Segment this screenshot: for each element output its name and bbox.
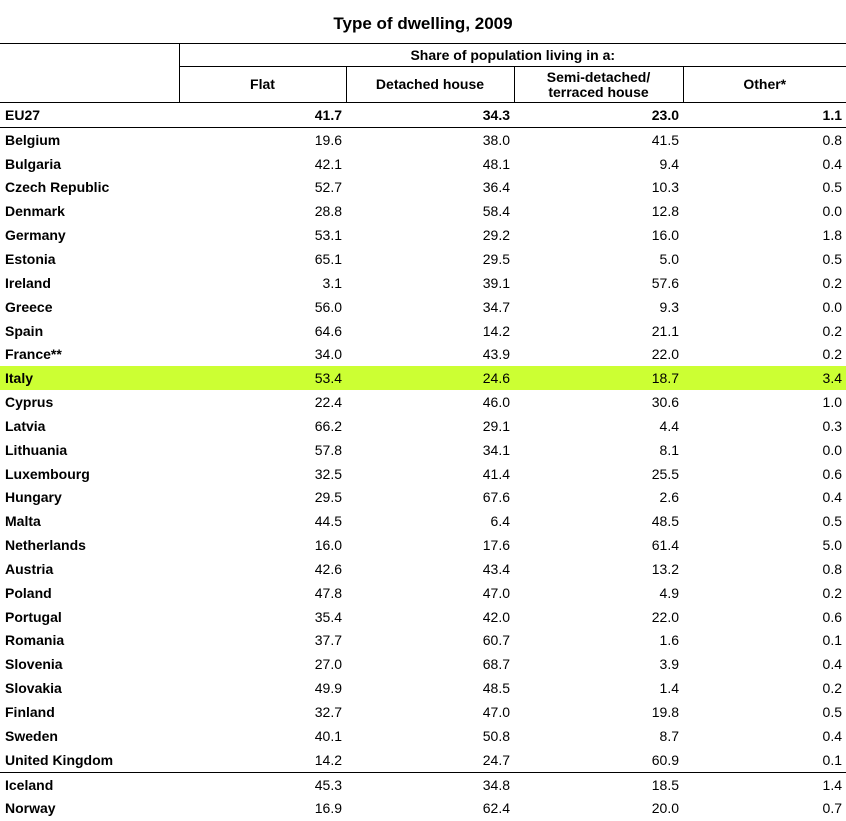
flat-value: 22.4 — [314, 394, 342, 411]
country-cell: Czech Republic — [5, 179, 110, 196]
flat-value: 32.7 — [314, 704, 342, 721]
flat-value: 53.4 — [179, 366, 346, 390]
detached-value: 47.0 — [482, 584, 510, 601]
semi-detached-value: 25.5 — [651, 465, 679, 482]
detached-value: 43.4 — [482, 560, 510, 577]
detached-value: 68.7 — [482, 656, 510, 673]
column-header-other: Other* — [683, 67, 846, 103]
other-value: 3.4 — [683, 366, 846, 390]
table-row — [0, 509, 846, 533]
other-value: 0.5 — [822, 513, 842, 530]
flat-value: 41.7 — [179, 103, 346, 128]
country-cell: Latvia — [5, 417, 46, 434]
detached-value: 42.0 — [482, 608, 510, 625]
flat-value: 35.4 — [314, 608, 342, 625]
table-row — [0, 605, 846, 629]
semi-detached-value: 57.6 — [651, 274, 679, 291]
country-cell: Hungary — [5, 489, 62, 506]
semi-detached-value: 18.7 — [514, 366, 683, 390]
flat-value: 53.1 — [314, 227, 342, 244]
country-cell: Bulgaria — [5, 155, 62, 172]
country-cell: Netherlands — [5, 537, 86, 554]
semi-detached-value: 20.0 — [651, 800, 679, 817]
semi-detached-value: 1.4 — [659, 680, 679, 697]
flat-value: 32.5 — [314, 465, 342, 482]
table-row — [0, 223, 846, 247]
table-row — [0, 366, 846, 390]
table-row — [0, 295, 846, 319]
flat-value: 37.7 — [314, 632, 342, 649]
semi-detached-value: 21.1 — [651, 322, 679, 339]
flat-value: 19.6 — [314, 131, 342, 148]
country-cell: Austria — [5, 560, 54, 577]
other-value: 0.8 — [822, 131, 842, 148]
semi-detached-value: 30.6 — [651, 394, 679, 411]
other-value: 0.4 — [822, 727, 842, 744]
semi-detached-value: 8.1 — [659, 441, 679, 458]
detached-value: 62.4 — [482, 800, 510, 817]
table-row — [0, 748, 846, 772]
table-row — [0, 127, 846, 151]
other-value: 1.0 — [822, 394, 842, 411]
detached-value: 67.6 — [482, 489, 510, 506]
country-cell: Germany — [5, 227, 66, 244]
header-country-cell — [0, 67, 179, 103]
detached-value: 39.1 — [482, 274, 510, 291]
table-row — [0, 152, 846, 176]
country-cell: Poland — [5, 584, 52, 601]
table-row — [0, 486, 846, 510]
country-cell: Lithuania — [5, 441, 68, 458]
semi-detached-value: 48.5 — [651, 513, 679, 530]
semi-detached-value: 5.0 — [659, 250, 679, 267]
country-cell: Iceland — [0, 772, 179, 796]
flat-value: 42.6 — [314, 560, 342, 577]
table-row — [0, 319, 846, 343]
semi-detached-value: 1.6 — [659, 632, 679, 649]
semi-detached-value: 19.8 — [651, 704, 679, 721]
semi-detached-value: 18.5 — [514, 772, 683, 796]
header-blank-cell — [0, 44, 179, 67]
country-cell: France** — [5, 346, 62, 363]
semi-detached-value: 13.2 — [651, 560, 679, 577]
flat-value: 40.1 — [314, 727, 342, 744]
other-value: 0.2 — [822, 274, 842, 291]
other-value: 0.6 — [822, 465, 842, 482]
table-row — [0, 700, 846, 724]
detached-value: 14.2 — [482, 322, 510, 339]
country-cell: United Kingdom — [5, 751, 114, 768]
semi-detached-value: 8.7 — [659, 727, 679, 744]
other-value: 0.7 — [822, 800, 842, 817]
table-row — [0, 724, 846, 748]
column-header-semi-detached — [514, 67, 683, 103]
flat-value: 27.0 — [314, 656, 342, 673]
header-span-label: Share of population living in a: — [179, 44, 846, 67]
flat-value: 47.8 — [314, 584, 342, 601]
semi-detached-value: 2.6 — [659, 489, 679, 506]
flat-value: 44.5 — [314, 513, 342, 530]
flat-value: 64.6 — [314, 322, 342, 339]
country-cell: Sweden — [5, 727, 58, 744]
other-value: 0.6 — [822, 608, 842, 625]
other-value: 0.5 — [822, 179, 842, 196]
country-cell: Italy — [0, 366, 179, 390]
country-cell: Portugal — [5, 608, 62, 625]
flat-value: 28.8 — [314, 203, 342, 220]
country-cell: Denmark — [5, 203, 65, 220]
flat-value: 42.1 — [314, 155, 342, 172]
country-cell: Spain — [5, 322, 44, 339]
column-header-semi-line1: Semi-detached/ — [546, 68, 651, 85]
detached-value: 6.4 — [490, 513, 510, 530]
semi-detached-value: 22.0 — [651, 346, 679, 363]
other-value: 0.3 — [822, 417, 842, 434]
country-cell: Norway — [5, 800, 56, 817]
table-row — [0, 652, 846, 676]
other-value: 0.4 — [822, 489, 842, 506]
table-row — [0, 629, 846, 653]
detached-value: 43.9 — [482, 346, 510, 363]
detached-value: 29.2 — [482, 227, 510, 244]
other-value: 0.1 — [822, 632, 842, 649]
other-value: 0.0 — [822, 203, 842, 220]
other-value: 0.2 — [822, 322, 842, 339]
other-value: 1.8 — [822, 227, 842, 244]
detached-value: 46.0 — [482, 394, 510, 411]
country-cell: Malta — [5, 513, 41, 530]
detached-value: 60.7 — [482, 632, 510, 649]
detached-value: 34.7 — [482, 298, 510, 315]
other-value: 1.1 — [683, 103, 846, 128]
semi-detached-value: 16.0 — [651, 227, 679, 244]
country-cell: Estonia — [5, 250, 56, 267]
flat-value: 16.9 — [314, 800, 342, 817]
other-value: 0.2 — [822, 680, 842, 697]
detached-value: 48.1 — [482, 155, 510, 172]
table-row — [0, 557, 846, 581]
detached-value: 41.4 — [482, 465, 510, 482]
country-cell: Slovenia — [5, 656, 63, 673]
country-cell: Ireland — [5, 274, 51, 291]
other-value: 0.4 — [822, 155, 842, 172]
semi-detached-value: 4.4 — [659, 417, 679, 434]
detached-value: 29.1 — [482, 417, 510, 434]
flat-value: 14.2 — [314, 751, 342, 768]
semi-detached-value: 23.0 — [514, 103, 683, 128]
column-header-semi-line2: terraced house — [548, 83, 649, 100]
other-value: 0.8 — [822, 560, 842, 577]
table-row — [0, 533, 846, 557]
other-value: 0.2 — [822, 584, 842, 601]
flat-value: 34.0 — [314, 346, 342, 363]
other-value: 0.4 — [822, 656, 842, 673]
country-cell: Slovakia — [5, 680, 62, 697]
semi-detached-value: 9.3 — [659, 298, 679, 315]
other-value: 0.2 — [822, 346, 842, 363]
table-row — [0, 581, 846, 605]
country-cell: Romania — [5, 632, 65, 649]
column-header-flat: Flat — [179, 67, 346, 103]
header-columns-row — [0, 67, 846, 103]
table-row — [0, 103, 846, 128]
other-value: 5.0 — [822, 537, 842, 554]
header-span-row — [0, 44, 846, 67]
semi-detached-value: 9.4 — [659, 155, 679, 172]
table-row — [0, 176, 846, 200]
detached-value: 48.5 — [482, 680, 510, 697]
other-value: 1.4 — [683, 772, 846, 796]
table-row — [0, 414, 846, 438]
table-row — [0, 438, 846, 462]
detached-value: 38.0 — [482, 131, 510, 148]
detached-value: 24.6 — [346, 366, 514, 390]
detached-value: 17.6 — [482, 537, 510, 554]
detached-value: 47.0 — [482, 704, 510, 721]
semi-detached-value: 60.9 — [651, 751, 679, 768]
detached-value: 50.8 — [482, 727, 510, 744]
country-cell: Finland — [5, 704, 55, 721]
table-row — [0, 772, 846, 796]
table-row — [0, 796, 846, 820]
semi-detached-value: 12.8 — [651, 203, 679, 220]
table-row — [0, 676, 846, 700]
other-value: 0.1 — [822, 751, 842, 768]
table-row — [0, 342, 846, 366]
flat-value: 16.0 — [314, 537, 342, 554]
other-value: 0.5 — [822, 704, 842, 721]
country-cell: Cyprus — [5, 394, 54, 411]
semi-detached-value: 22.0 — [651, 608, 679, 625]
table-row — [0, 462, 846, 486]
flat-value: 56.0 — [314, 298, 342, 315]
semi-detached-value: 4.9 — [659, 584, 679, 601]
country-cell: Greece — [5, 298, 53, 315]
table-row — [0, 247, 846, 271]
detached-value: 58.4 — [482, 203, 510, 220]
table-row — [0, 390, 846, 414]
country-cell: EU27 — [0, 103, 179, 128]
table-title: Type of dwelling, 2009 — [333, 14, 513, 33]
other-value: 0.0 — [822, 298, 842, 315]
flat-value: 65.1 — [314, 250, 342, 267]
flat-value: 45.3 — [179, 772, 346, 796]
flat-value: 29.5 — [314, 489, 342, 506]
flat-value: 3.1 — [322, 274, 342, 291]
detached-value: 36.4 — [482, 179, 510, 196]
flat-value: 66.2 — [314, 417, 342, 434]
semi-detached-value: 3.9 — [659, 656, 679, 673]
detached-value: 34.1 — [482, 441, 510, 458]
detached-value: 24.7 — [482, 751, 510, 768]
dwelling-table-container — [0, 43, 846, 820]
flat-value: 52.7 — [314, 179, 342, 196]
other-value: 0.5 — [822, 250, 842, 267]
column-header-detached: Detached house — [346, 67, 514, 103]
detached-value: 34.3 — [346, 103, 514, 128]
semi-detached-value: 61.4 — [651, 537, 679, 554]
country-cell: Luxembourg — [5, 465, 90, 482]
country-cell: Belgium — [5, 131, 61, 148]
semi-detached-value: 41.5 — [651, 131, 679, 148]
table-row — [0, 199, 846, 223]
table-row — [0, 271, 846, 295]
other-value: 0.0 — [822, 441, 842, 458]
detached-value: 34.8 — [346, 772, 514, 796]
flat-value: 57.8 — [314, 441, 342, 458]
semi-detached-value: 10.3 — [651, 179, 679, 196]
detached-value: 29.5 — [482, 250, 510, 267]
table-body — [0, 103, 846, 821]
flat-value: 49.9 — [314, 680, 342, 697]
dwelling-table — [0, 43, 846, 820]
